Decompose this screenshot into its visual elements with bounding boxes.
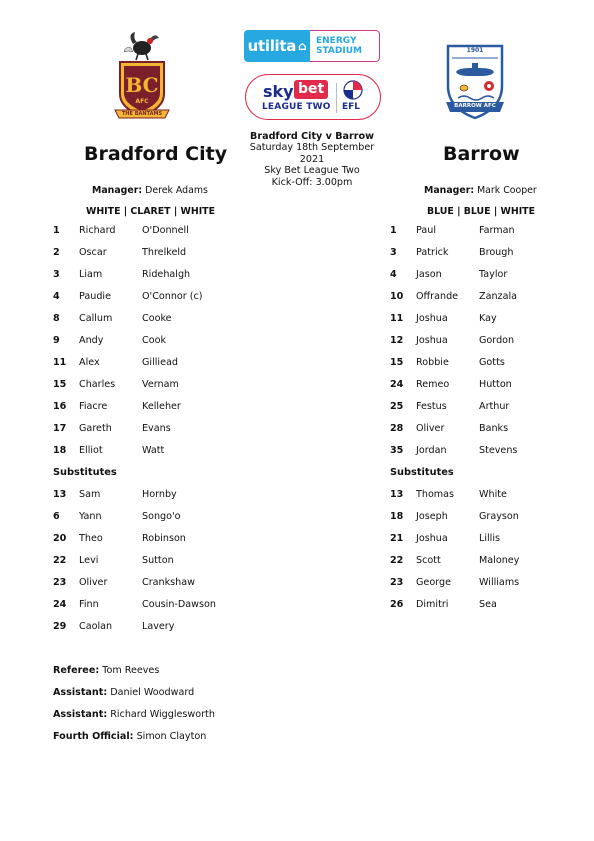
match-date: Saturday 18th September 2021 bbox=[249, 142, 375, 165]
shirt-number: 4 bbox=[390, 269, 397, 280]
official-row bbox=[53, 726, 215, 748]
shirt-number: 13 bbox=[53, 489, 67, 500]
home-players-row bbox=[53, 330, 293, 352]
official-name: Tom Reeves bbox=[102, 665, 160, 676]
home-players-row bbox=[53, 352, 293, 374]
official-role: Referee: bbox=[53, 665, 100, 676]
away-kit-colors: BLUE | BLUE | WHITE bbox=[427, 206, 535, 217]
first-name: Dimitri bbox=[416, 599, 449, 610]
last-name: Kay bbox=[479, 313, 497, 324]
home-players-row bbox=[53, 440, 293, 462]
last-name: Hutton bbox=[479, 379, 512, 390]
away-players-row bbox=[390, 308, 594, 330]
last-name: Lavery bbox=[142, 621, 175, 632]
manager-label: Manager: bbox=[92, 185, 143, 196]
official-role: Assistant: bbox=[53, 687, 108, 698]
first-name: Scott bbox=[416, 555, 441, 566]
shirt-number: 24 bbox=[53, 599, 67, 610]
first-name: Charles bbox=[79, 379, 116, 390]
home-players-row bbox=[53, 220, 293, 242]
last-name: Williams bbox=[479, 577, 520, 588]
manager-label: Manager: bbox=[424, 185, 475, 196]
last-name: Cousin-Dawson bbox=[142, 599, 216, 610]
official-name: Daniel Woodward bbox=[110, 687, 195, 698]
home-players-row bbox=[53, 396, 293, 418]
shirt-number: 11 bbox=[390, 313, 404, 324]
official-row bbox=[53, 704, 215, 726]
last-name: O'Donnell bbox=[142, 225, 189, 236]
official-row bbox=[53, 660, 215, 682]
last-name: Farman bbox=[479, 225, 515, 236]
away-subs-row bbox=[390, 528, 594, 550]
shirt-number: 4 bbox=[53, 291, 60, 302]
away-subs-row bbox=[390, 484, 594, 506]
shirt-number: 16 bbox=[53, 401, 67, 412]
last-name: Gotts bbox=[479, 357, 505, 368]
shirt-number: 15 bbox=[53, 379, 67, 390]
bet-word: bet bbox=[294, 80, 328, 99]
crest-year-text: 1901 bbox=[466, 47, 484, 54]
league-two-label: LEAGUE TWO bbox=[262, 102, 331, 112]
home-players-row bbox=[53, 242, 293, 264]
last-name: Gordon bbox=[479, 335, 515, 346]
away-subs-row bbox=[390, 550, 594, 572]
shirt-number: 20 bbox=[53, 533, 67, 544]
last-name: Cooke bbox=[142, 313, 172, 324]
official-row bbox=[53, 682, 215, 704]
shirt-number: 9 bbox=[53, 335, 60, 346]
first-name: Levi bbox=[79, 555, 99, 566]
utilita-brand: utilita ⌂ bbox=[244, 30, 310, 62]
official-role: Fourth Official: bbox=[53, 731, 134, 742]
away-players-row bbox=[390, 330, 594, 352]
manager-name: Derek Adams bbox=[145, 185, 208, 196]
away-players-row bbox=[390, 242, 594, 264]
home-players-row bbox=[53, 308, 293, 330]
svg-text:AFC: AFC bbox=[135, 98, 149, 105]
away-players-row bbox=[390, 374, 594, 396]
away-players-row bbox=[390, 396, 594, 418]
home-players-row bbox=[53, 286, 293, 308]
last-name: Banks bbox=[479, 423, 509, 434]
home-subs-row bbox=[53, 616, 293, 638]
last-name: Hornby bbox=[142, 489, 177, 500]
shirt-number: 22 bbox=[390, 555, 404, 566]
manager-name: Mark Cooper bbox=[477, 185, 537, 196]
first-name: Thomas bbox=[416, 489, 455, 500]
last-name: Cook bbox=[142, 335, 166, 346]
shirt-number: 23 bbox=[390, 577, 404, 588]
last-name: Stevens bbox=[479, 445, 518, 456]
home-subs-row bbox=[53, 594, 293, 616]
shirt-number: 18 bbox=[390, 511, 404, 522]
shirt-number: 15 bbox=[390, 357, 404, 368]
shirt-number: 2 bbox=[53, 247, 60, 258]
match-officials bbox=[53, 660, 215, 748]
away-players-row bbox=[390, 286, 594, 308]
home-kit-colors: WHITE | CLARET | WHITE bbox=[86, 206, 215, 217]
first-name: George bbox=[416, 577, 451, 588]
house-icon: ⌂ bbox=[298, 39, 307, 53]
last-name: Grayson bbox=[479, 511, 519, 522]
first-name: Festus bbox=[416, 401, 447, 412]
first-name: Liam bbox=[79, 269, 103, 280]
first-name: Andy bbox=[79, 335, 104, 346]
shirt-number: 23 bbox=[53, 577, 67, 588]
barrow-afc-crest bbox=[444, 42, 506, 120]
sky-word: sky bbox=[263, 82, 294, 101]
away-players-row bbox=[390, 352, 594, 374]
first-name: Remeo bbox=[416, 379, 450, 390]
home-subs-row bbox=[53, 572, 293, 594]
first-name: Oliver bbox=[416, 423, 445, 434]
shirt-number: 1 bbox=[390, 225, 397, 236]
last-name: Watt bbox=[142, 445, 165, 456]
shirt-number: 10 bbox=[390, 291, 404, 302]
last-name: Vernam bbox=[142, 379, 179, 390]
away-subs-row bbox=[390, 506, 594, 528]
home-subs-row bbox=[53, 550, 293, 572]
first-name: Oscar bbox=[79, 247, 107, 258]
first-name: Finn bbox=[79, 599, 99, 610]
official-name: Simon Clayton bbox=[136, 731, 207, 742]
shirt-number: 29 bbox=[53, 621, 67, 632]
match-kickoff: Kick-Off: 3.00pm bbox=[271, 176, 353, 188]
home-players-row bbox=[53, 264, 293, 286]
official-role: Assistant: bbox=[53, 709, 108, 720]
stadium-name: ENERGY STADIUM bbox=[310, 30, 380, 62]
last-name: Arthur bbox=[479, 401, 510, 412]
home-team-name: Bradford City bbox=[84, 143, 228, 165]
first-name: Gareth bbox=[79, 423, 112, 434]
last-name: Sea bbox=[479, 599, 497, 610]
first-name: Oliver bbox=[79, 577, 108, 588]
first-name: Joshua bbox=[416, 313, 448, 324]
away-players-row bbox=[390, 418, 594, 440]
first-name: Robbie bbox=[416, 357, 449, 368]
first-name: Alex bbox=[79, 357, 100, 368]
last-name: Robinson bbox=[142, 533, 186, 544]
last-name: Maloney bbox=[479, 555, 520, 566]
home-subs-row bbox=[53, 528, 293, 550]
last-name: Crankshaw bbox=[142, 577, 195, 588]
shirt-number: 12 bbox=[390, 335, 404, 346]
last-name: Gilliead bbox=[142, 357, 178, 368]
first-name: Caolan bbox=[79, 621, 113, 632]
last-name: O'Connor (c) bbox=[142, 291, 203, 302]
last-name: Sutton bbox=[142, 555, 174, 566]
utilita-energy-stadium-logo bbox=[244, 30, 380, 62]
first-name: Richard bbox=[79, 225, 116, 236]
logo-divider bbox=[336, 83, 337, 113]
substitutes-heading: Substitutes bbox=[53, 467, 117, 478]
bradford-city-crest bbox=[113, 30, 171, 122]
home-players-row bbox=[53, 418, 293, 440]
home-lineup bbox=[53, 220, 293, 638]
last-name: Evans bbox=[142, 423, 171, 434]
home-subs-row bbox=[53, 484, 293, 506]
away-players-row bbox=[390, 264, 594, 286]
official-name: Richard Wigglesworth bbox=[110, 709, 215, 720]
home-manager bbox=[92, 185, 208, 196]
shirt-number: 3 bbox=[390, 247, 397, 258]
away-subs-row bbox=[390, 572, 594, 594]
last-name: Taylor bbox=[479, 269, 508, 280]
shirt-number: 17 bbox=[53, 423, 67, 434]
match-competition: Sky Bet League Two bbox=[264, 165, 360, 177]
away-subs-row bbox=[390, 594, 594, 616]
efl-ball-icon bbox=[343, 80, 363, 100]
away-manager bbox=[424, 185, 537, 196]
first-name: Yann bbox=[79, 511, 102, 522]
shirt-number: 21 bbox=[390, 533, 404, 544]
away-players-row bbox=[390, 440, 594, 462]
home-subs-row bbox=[53, 506, 293, 528]
substitutes-heading: Substitutes bbox=[390, 467, 454, 478]
last-name: Lillis bbox=[479, 533, 501, 544]
first-name: Sam bbox=[79, 489, 101, 500]
shirt-number: 1 bbox=[53, 225, 60, 236]
first-name: Paudie bbox=[79, 291, 111, 302]
svg-text:BC: BC bbox=[125, 73, 159, 97]
efl-label: EFL bbox=[342, 102, 361, 112]
first-name: Callum bbox=[79, 313, 113, 324]
shirt-number: 18 bbox=[53, 445, 67, 456]
first-name: Joshua bbox=[416, 335, 448, 346]
first-name: Theo bbox=[79, 533, 103, 544]
home-players-row bbox=[53, 374, 293, 396]
sky-bet-league-two-logo bbox=[245, 74, 381, 120]
shirt-number: 22 bbox=[53, 555, 67, 566]
shirt-number: 6 bbox=[53, 511, 60, 522]
shirt-number: 3 bbox=[53, 269, 60, 280]
shirt-number: 35 bbox=[390, 445, 404, 456]
last-name: Threlkeld bbox=[142, 247, 187, 258]
shirt-number: 8 bbox=[53, 313, 60, 324]
shirt-number: 25 bbox=[390, 401, 404, 412]
last-name: Zanzala bbox=[479, 291, 517, 302]
match-title: Bradford City v Barrow bbox=[250, 131, 374, 142]
first-name: Paul bbox=[416, 225, 436, 236]
shirt-number: 11 bbox=[53, 357, 67, 368]
last-name: White bbox=[479, 489, 507, 500]
crest-ribbon-text: BARROW AFC bbox=[454, 103, 496, 109]
away-lineup bbox=[390, 220, 594, 616]
crest-ribbon-text: THE BANTAMS bbox=[121, 111, 163, 117]
last-name: Ridehalgh bbox=[142, 269, 191, 280]
first-name: Fiacre bbox=[79, 401, 108, 412]
last-name: Brough bbox=[479, 247, 514, 258]
shirt-number: 24 bbox=[390, 379, 404, 390]
shirt-number: 28 bbox=[390, 423, 404, 434]
away-team-name: Barrow bbox=[443, 143, 520, 165]
shirt-number: 26 bbox=[390, 599, 404, 610]
first-name: Patrick bbox=[416, 247, 449, 258]
first-name: Joshua bbox=[416, 533, 448, 544]
last-name: Songo'o bbox=[142, 511, 181, 522]
away-players-row bbox=[390, 220, 594, 242]
shirt-number: 13 bbox=[390, 489, 404, 500]
first-name: Elliot bbox=[79, 445, 103, 456]
first-name: Jason bbox=[416, 269, 442, 280]
first-name: Offrande bbox=[416, 291, 459, 302]
last-name: Kelleher bbox=[142, 401, 181, 412]
match-info bbox=[237, 131, 387, 188]
bantam-icon bbox=[124, 32, 159, 60]
first-name: Joseph bbox=[416, 511, 448, 522]
first-name: Jordan bbox=[416, 445, 447, 456]
